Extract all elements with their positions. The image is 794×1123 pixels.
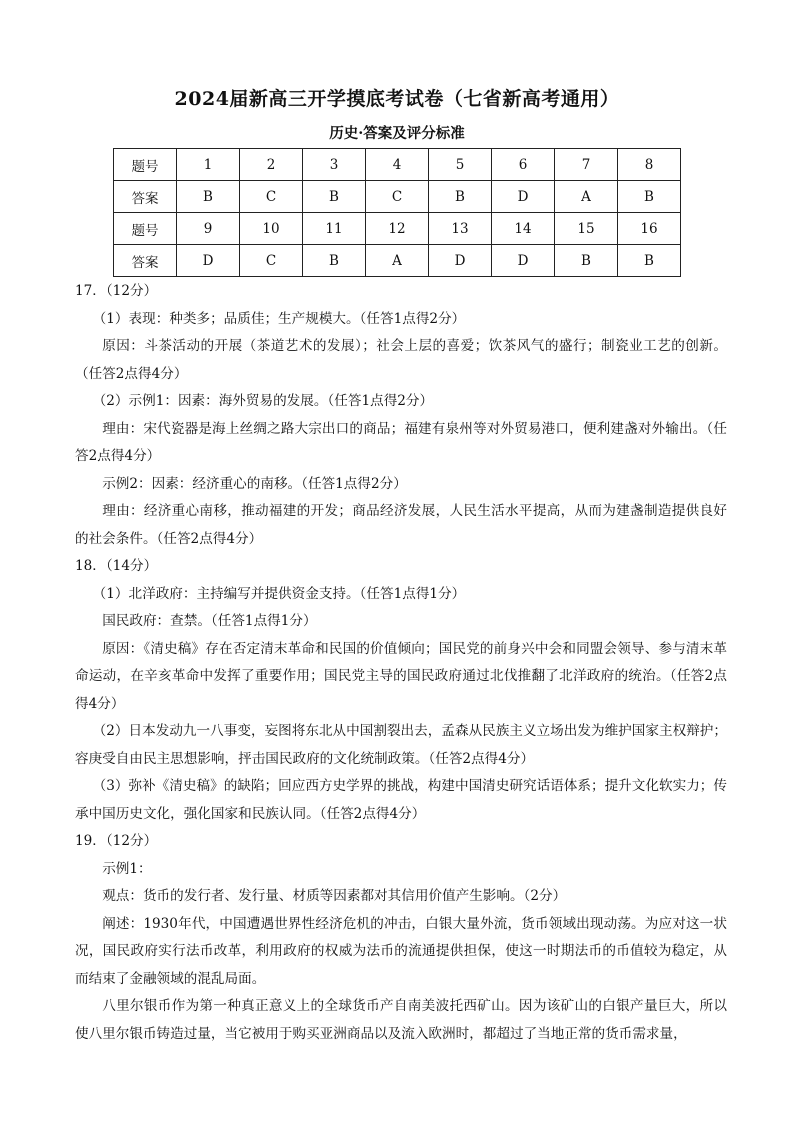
- paragraph: （3）弥补《清史稿》的缺陷；回应西方史学界的挑战，构建中国清史研究话语体系；提升文化软实力；传承中国历史文化，强化国家和民族认同。（任答2点得4分）: [75, 778, 727, 822]
- question-17-heading: 17．（12分）: [75, 283, 158, 299]
- table-cell: B: [303, 181, 366, 213]
- table-cell: 11: [303, 213, 366, 245]
- table-cell: 3: [303, 149, 366, 181]
- table-cell: 14: [492, 213, 555, 245]
- paragraph: 原因：斗茶活动的开展（茶道艺术的发展）；社会上层的喜爱；饮茶风气的盛行；制瓷业工艺的创新。（任答2点得4分）: [75, 338, 727, 382]
- paragraph: 阐述：1930年代，中国遭遇世界性经济危机的冲击，白银大量外流，货币领域出现动荡。为应对这一状况，国民政府实行法币改革，利用政府的权威为法币的流通提供担保，使这一时期法币的币值较为稳定，从而结束了金融领域的混乱局面。: [75, 915, 727, 987]
- paragraph: 国民政府：查禁。（任答1点得1分）: [102, 613, 317, 629]
- table-cell: A: [366, 245, 429, 277]
- table-cell: 题号: [114, 213, 177, 245]
- table-cell: 13: [429, 213, 492, 245]
- document-title: 2024届新高三开学摸底考试卷（七省新高考通用）: [174, 88, 620, 110]
- paragraph: 原因：《清史稿》存在否定清末革命和民国的价值倾向；国民党的前身兴中会和同盟会领导、参与清末革命运动，在辛亥革命中发挥了重要作用；国民党主导的国民政府通过北伐推翻了北洋政府的统治。（任答2点得4分）: [75, 640, 727, 712]
- table-cell: 6: [492, 149, 555, 181]
- table-cell: 4: [366, 149, 429, 181]
- table-cell: 答案: [114, 245, 177, 277]
- table-cell: B: [303, 245, 366, 277]
- paragraph: 示例1：: [102, 860, 152, 877]
- table-cell: 1: [177, 149, 240, 181]
- paragraph: 理由：经济重心南移，推动福建的开发；商品经济发展，人民生活水平提高，从而为建盏制造提供良好的社会条件。（任答2点得4分）: [75, 503, 727, 547]
- paragraph: （2）示例1：因素：海外贸易的发展。（任答1点得2分）: [92, 393, 434, 409]
- table-cell: 9: [177, 213, 240, 245]
- document-subtitle: 历史·答案及评分标准: [329, 125, 465, 142]
- table-cell: C: [240, 245, 303, 277]
- paragraph: （1）表现：种类多；品质佳；生产规模大。（任答1点得2分）: [92, 310, 466, 327]
- table-cell: A: [555, 181, 618, 213]
- paragraph: 示例2：因素：经济重心的南移。（任答1点得2分）: [102, 475, 407, 492]
- table-row: [114, 181, 681, 213]
- question-19-heading: 19．（12分）: [75, 833, 158, 849]
- table-cell: 5: [429, 149, 492, 181]
- table-cell: B: [618, 245, 681, 277]
- table-row: [114, 213, 681, 245]
- paragraph: 八里尔银币作为第一种真正意义上的全球货币产自南美波托西矿山。因为该矿山的白银产量巨大，所以使八里尔银币铸造过量，当它被用于购买亚洲商品以及流入欧洲时，都超过了当地正常的货币需求量，: [75, 998, 727, 1042]
- table-cell: B: [177, 181, 240, 213]
- table-row: [114, 245, 681, 277]
- table-cell: 12: [366, 213, 429, 245]
- table-cell: D: [177, 245, 240, 277]
- table-cell: C: [240, 181, 303, 213]
- table-cell: 8: [618, 149, 681, 181]
- table-cell: 10: [240, 213, 303, 245]
- table-cell: B: [618, 181, 681, 213]
- table-row: [114, 149, 681, 181]
- question-18-heading: 18．（14分）: [75, 558, 158, 574]
- table-cell: 16: [618, 213, 681, 245]
- paragraph: 理由：宋代瓷器是海上丝绸之路大宗出口的商品；福建有泉州等对外贸易港口，便利建盏对外输出。（任答2点得4分）: [75, 420, 727, 464]
- table-cell: B: [555, 245, 618, 277]
- answer-table: [113, 148, 681, 277]
- table-cell: 2: [240, 149, 303, 181]
- table-cell: 7: [555, 149, 618, 181]
- table-cell: D: [429, 245, 492, 277]
- table-cell: D: [492, 245, 555, 277]
- table-cell: B: [429, 181, 492, 213]
- table-cell: 15: [555, 213, 618, 245]
- paragraph: 观点：货币的发行者、发行量、材质等因素都对其信用价值产生影响。（2分）: [102, 888, 567, 904]
- table-cell: 答案: [114, 181, 177, 213]
- table-cell: D: [492, 181, 555, 213]
- answer-body: [75, 278, 727, 1048]
- table-cell: 题号: [114, 149, 177, 181]
- table-cell: C: [366, 181, 429, 213]
- paragraph: （2）日本发动九一八事变，妄图将东北从中国割裂出去，孟森从民族主义立场出发为维护国家主权辩护；容庚受自由民主思想影响，抨击国民政府的文化统制政策。（任答2点得4分）: [75, 723, 727, 767]
- paragraph: （1）北洋政府：主持编写并提供资金支持。（任答1点得1分）: [92, 585, 466, 602]
